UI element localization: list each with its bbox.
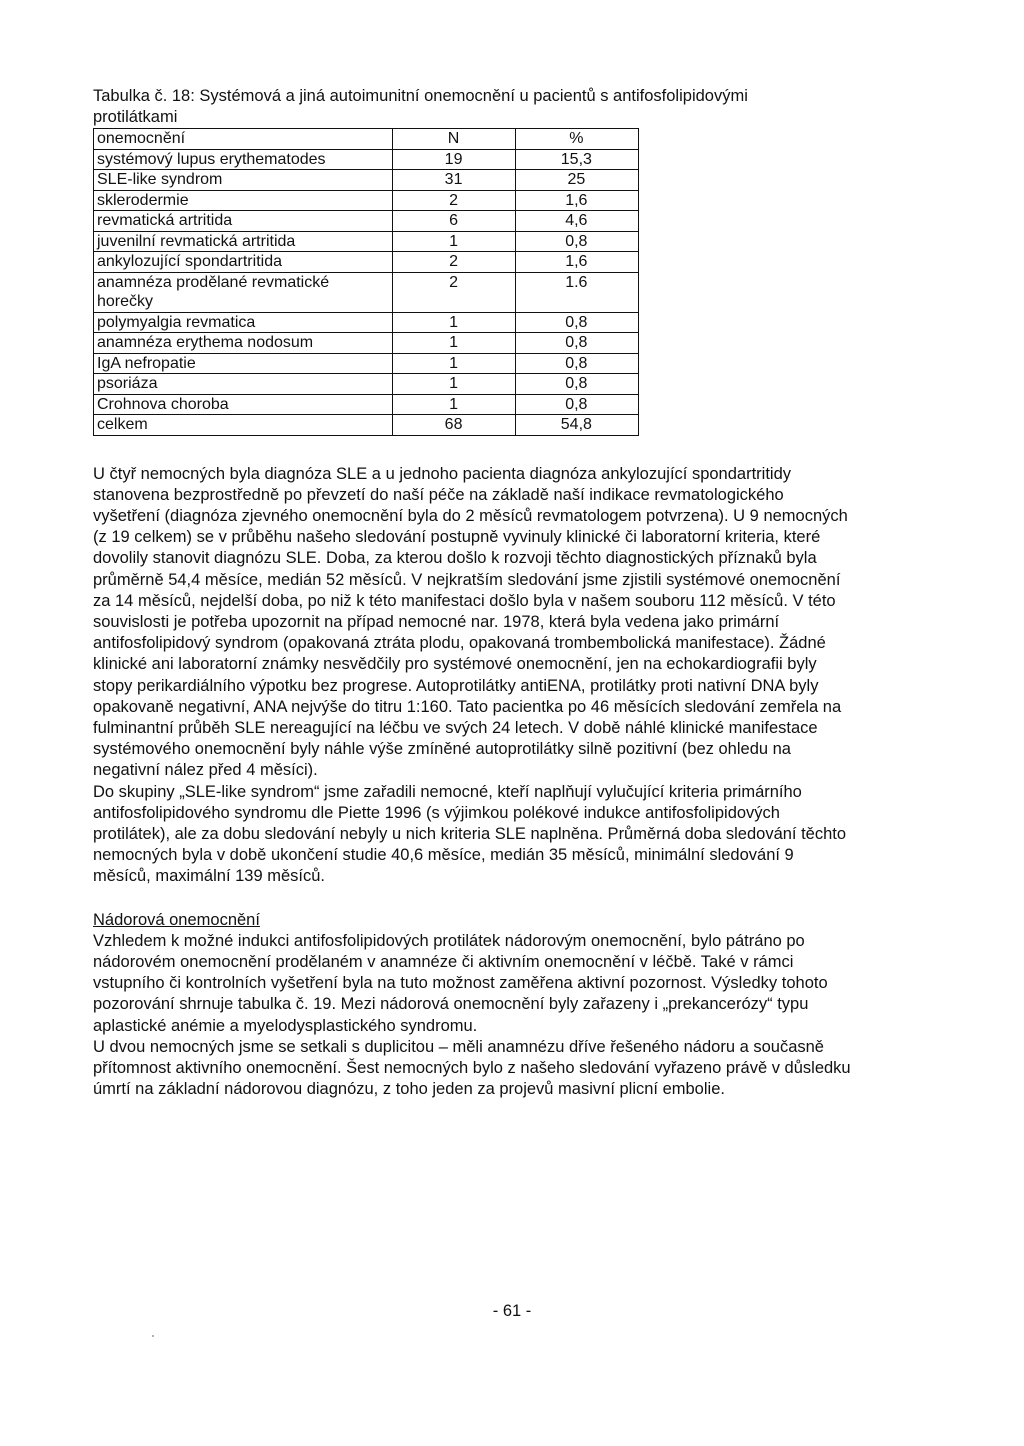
- cell-percent: 1.6: [515, 272, 638, 312]
- paragraph-sle-like-syndrome: Do skupiny „SLE-like syndrom“ jsme zařadili nemocné, kteří naplňují vylučující kriteria primárního antifosfolipidového syndromu dle Piette 1996 (s výjimkou polékové indukce antifosfolipidových protilátek), ale za dobu sledování nebyly u nich kriteria SLE naplněna. Průměrná doba sledování těchto nemocných byla v době ukončení studie 40,6 měsíce, medián 35 měsíců, minimální sledování 9 měsíců, maximální 139 měsíců.: [93, 782, 847, 886]
- cell-disease: juvenilní revmatická artritida: [94, 231, 393, 252]
- cell-percent: 1,6: [515, 190, 638, 211]
- cell-disease: anamnéza prodělané revmatické horečky: [94, 272, 393, 312]
- table-row: [94, 394, 639, 415]
- table-row: [94, 211, 639, 232]
- cell-percent: 25: [515, 170, 638, 191]
- cell-disease: revmatická artritida: [94, 211, 393, 232]
- table-row: [94, 190, 639, 211]
- header-n: N: [393, 129, 515, 150]
- table-row: [94, 312, 639, 333]
- cell-n: 2: [393, 252, 515, 273]
- cell-n: 1: [393, 394, 515, 415]
- cell-percent: 0,8: [515, 231, 638, 252]
- table-row: [94, 231, 639, 252]
- cell-disease: systémový lupus erythematodes: [94, 149, 393, 170]
- cell-n: 1: [393, 333, 515, 354]
- cell-disease: Crohnova choroba: [94, 394, 393, 415]
- cell-percent: 0,8: [515, 394, 638, 415]
- cell-n: 1: [393, 231, 515, 252]
- paragraph-sle-diagnosis: U čtyř nemocných byla diagnóza SLE a u jednoho pacienta diagnóza ankylozující spondartritidy stanovena bezprostředně po převzetí do naší péče na základě naší indikace revmatologického vyšetření (diagnóza zjevného onemocnění byla do 2 měsíců revmatologem potvrzena). U 9 nemocných (z 19 celkem) se v průběhu našeho sledování postupně vyvinuly klinické či laboratorní kriteria, které dovolily stanovit diagnózu SLE. Doba, za kterou došlo k rozvoji těchto diagnostických příznaků byla průměrně 54,4 měsíce, medián 52 měsíců. V nejkratším sledování jsme zjistili systémové onemocnění za 14 měsíců, nejdelší doba, po niž k této manifestaci došlo byla v našem souboru 112 měsíců. V této souvislosti je potřeba upozornit na případ nemocné nar. 1978, která byla vedena jako primární antifosfolipidový syndrom (opakovaná ztráta plodu, opakovaná trombembolická manifestace). Žádné klinické ani laboratorní známky nesvědčily pro systémové onemocnění, jen na echokardiografii byly stopy perikardiálního výpotku bez progrese. Autoprotilátky antiENA, protilátky proti nativní DNA byly opakovaně negativní, ANA nejvýše do titru 1:160. Tato pacientka po 46 měsících sledování zemřela na fulminantní průběh SLE nereagující na léčbu ve svých 24 letech. V době náhlé klinické manifestace systémového onemocnění byly náhle výše zmíněné autoprotilátky silně pozitivní (bez ohledu na negativní nález před 4 měsíci).: [93, 464, 848, 780]
- paragraph-tumor-duplicity: U dvou nemocných jsme se setkali s duplicitou – měli anamnézu dříve řešeného nádoru a současně přítomnost aktivního onemocnění. Šest nemocných bylo z našeho sledování vyřazeno právě v důsledku úmrtí na základní nádorovou diagnózu, z toho jeden za projevů masivní plicní embolie.: [93, 1037, 851, 1099]
- header-disease: onemocnění: [94, 129, 393, 150]
- cell-percent: 0,8: [515, 333, 638, 354]
- cell-percent: 15,3: [515, 149, 638, 170]
- header-percent: %: [515, 129, 638, 150]
- page-number: - 61 -: [492, 1302, 532, 1320]
- cell-disease: IgA nefropatie: [94, 353, 393, 374]
- table-row: [94, 374, 639, 395]
- section-heading-tumors: Nádorová onemocnění: [93, 910, 260, 929]
- cell-disease: ankylozující spondartritida: [94, 252, 393, 273]
- cell-n: 2: [393, 190, 515, 211]
- table-row: [94, 170, 639, 191]
- disease-table: [93, 128, 639, 436]
- cell-n: 19: [393, 149, 515, 170]
- paragraph-tumor-induction: Vzhledem k možné indukci antifosfolipidových protilátek nádorovým onemocnění, bylo pátráno po nádorovém onemocnění prodělaném v anamnéze či aktivním onemocnění v léčbě. Také v rámci vstupního či kontrolních vyšetření byla na tuto možnost zaměřena aktivní pozornost. Výsledky tohoto pozorování shrnuje tabulka č. 19. Mezi nádorová onemocnění byly zařazeny i „prekancerózy“ typu aplastické anémie a myelodysplastického syndromu.: [93, 931, 828, 1035]
- cell-n: 68: [393, 415, 515, 436]
- cell-n: 1: [393, 374, 515, 395]
- cell-disease: anamnéza erythema nodosum: [94, 333, 393, 354]
- table-row: [94, 353, 639, 374]
- cell-disease: sklerodermie: [94, 190, 393, 211]
- table-row: [94, 333, 639, 354]
- table-row: [94, 149, 639, 170]
- cell-percent: 54,8: [515, 415, 638, 436]
- cell-n: 31: [393, 170, 515, 191]
- cell-disease: psoriáza: [94, 374, 393, 395]
- table-caption: Tabulka č. 18: Systémová a jiná autoimunitní onemocnění u pacientů s antifosfolipidovými protilátkami: [93, 87, 748, 126]
- cell-n: 1: [393, 353, 515, 374]
- table-row: [94, 272, 639, 312]
- cell-percent: 0,8: [515, 353, 638, 374]
- cell-n: 1: [393, 312, 515, 333]
- document-page: [93, 86, 853, 1100]
- table-header-row: [94, 129, 639, 150]
- cell-percent: 0,8: [515, 312, 638, 333]
- table-row: [94, 252, 639, 273]
- cell-percent: 4,6: [515, 211, 638, 232]
- cell-disease: celkem: [94, 415, 393, 436]
- scan-speck: [152, 1335, 154, 1337]
- cell-percent: 1,6: [515, 252, 638, 273]
- cell-disease: SLE-like syndrom: [94, 170, 393, 191]
- cell-percent: 0,8: [515, 374, 638, 395]
- cell-n: 6: [393, 211, 515, 232]
- cell-n: 2: [393, 272, 515, 312]
- table-total-row: [94, 415, 639, 436]
- cell-disease: polymyalgia revmatica: [94, 312, 393, 333]
